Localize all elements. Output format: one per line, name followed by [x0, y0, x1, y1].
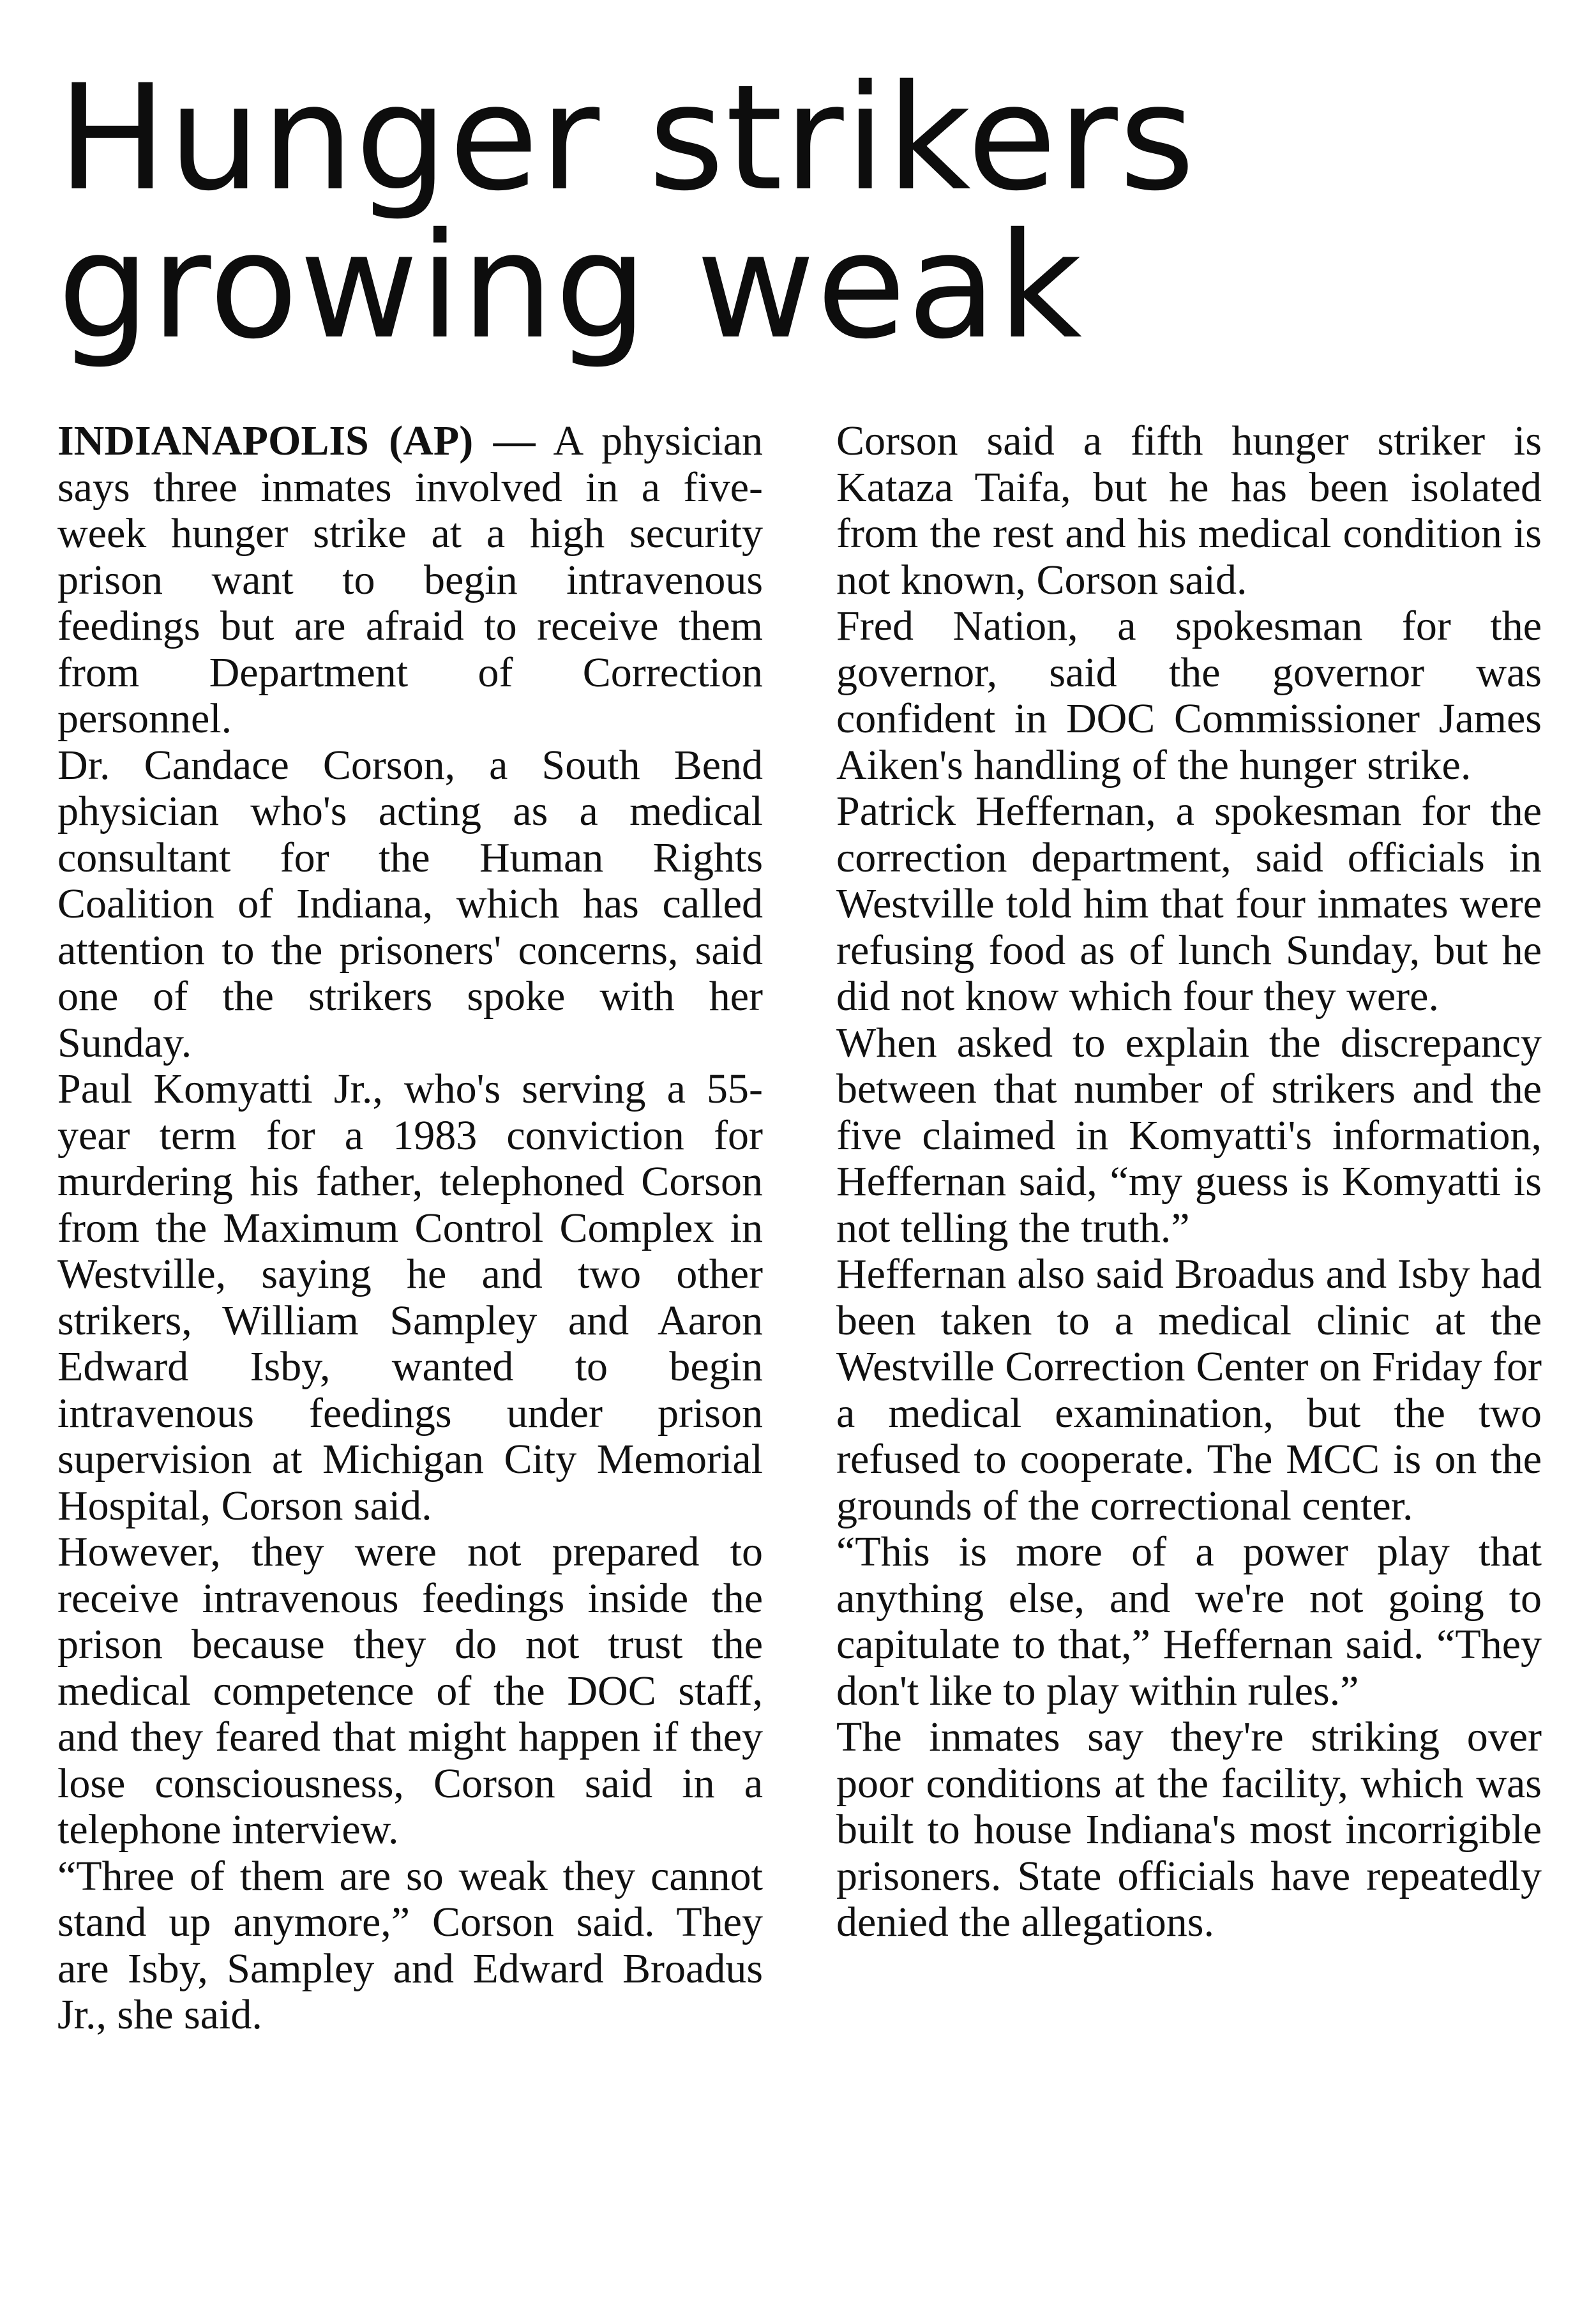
paragraph: Paul Komyatti Jr., who's serving a 55-year term for a 1983 conviction for murdering his father, telephoned Corson from the Maximum Control Complex in Westville, saying he and two other strikers, William Sampley and Aaron Edward Isby, wanted to begin intravenous feedings under prison supervision at Michigan City Memorial Hospital, Corson said.: [57, 1066, 763, 1529]
paragraph: [57, 418, 763, 743]
article-body: [57, 418, 1542, 2289]
paragraph: “This is more of a power play that anything else, and we're not going to capitulate to that,” Heffernan said. “They don't like to play within rules.”: [836, 1528, 1542, 1714]
paragraph: However, they were not prepared to receive intravenous feedings inside the prison because they do not trust the medical competence of the DOC staff, and they feared that might happen if they lose consciousness, Corson said in a telephone interview.: [57, 1528, 763, 1853]
paragraph: When asked to explain the discrepancy between that number of strikers and the five claimed in Komyatti's information, Heffernan said, “my guess is Komyatti is not telling the truth.”: [836, 1019, 1542, 1251]
headline-line-1: Hunger strikers: [57, 53, 1196, 223]
column-left: [57, 418, 763, 2289]
headline: [57, 38, 1542, 371]
paragraph: Dr. Candace Corson, a South Bend physician who's acting as a medical consultant for the Human Rights Coalition of Indiana, which has called attention to the prisoners' concerns, said one of the strikers spoke with her Sunday.: [57, 741, 763, 1066]
paragraph: “Three of them are so weak they cannot stand up anymore,” Corson said. They are Isby, Sampley and Edward Broadus Jr., she said.: [57, 1852, 763, 2038]
column-right: [836, 418, 1542, 2289]
paragraph: Fred Nation, a spokesman for the governor, said the governor was confident in DOC Commissioner James Aiken's handling of the hunger strike.: [836, 603, 1542, 789]
paragraph: Heffernan also said Broadus and Isby had been taken to a medical clinic at the Westville Correction Center on Friday for a medical examination, but the two refused to cooperate. The MCC is on the grounds of the correctional center.: [836, 1251, 1542, 1529]
paragraph: Corson said a fifth hunger striker is Kataza Taifa, but he has been isolated from the rest and his medical condition is not known, Corson said.: [836, 418, 1542, 603]
dateline: INDIANAPOLIS (AP) —: [57, 418, 536, 464]
paragraph-text: A physician says three inmates involved in a five-week hunger strike at a high security prison want to begin intravenous feedings but are afraid to receive them from Department of Correction personnel.: [57, 418, 764, 742]
paragraph: Patrick Heffernan, a spokesman for the correction department, said officials in Westville told him that four inmates were refusing food as of lunch Sunday, but he did not know which four they were.: [836, 788, 1542, 1020]
paragraph: The inmates say they're striking over poor conditions at the facility, which was built to house Indiana's most incorrigible prisoners. State officials have repeatedly denied the allegations.: [836, 1714, 1542, 1945]
headline-line-2: growing weak: [57, 201, 1083, 371]
